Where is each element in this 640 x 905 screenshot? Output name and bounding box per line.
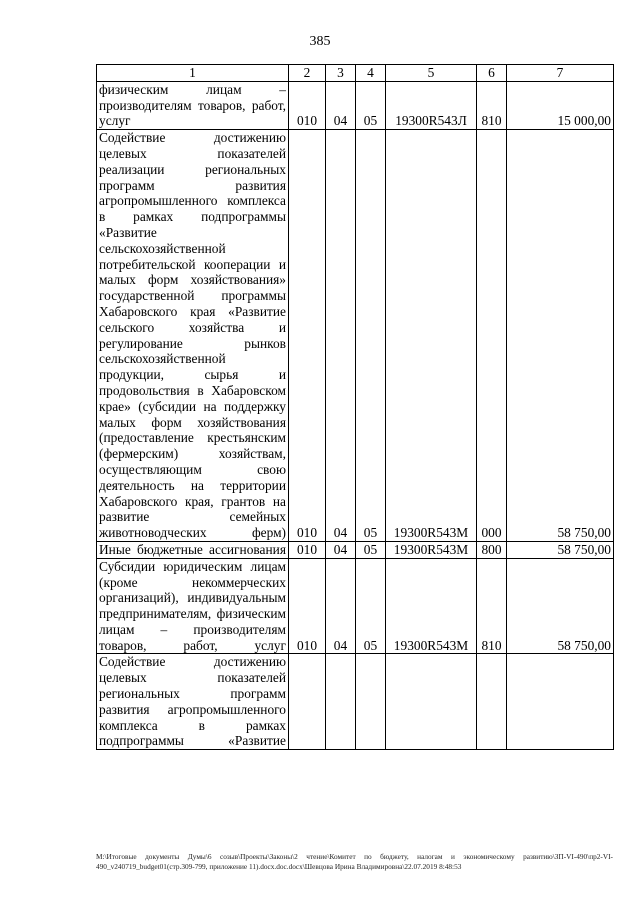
row-subsection-code: 05 — [356, 541, 386, 558]
row-amount: 58 750,00 — [507, 541, 614, 558]
row-ministry-code: 010 — [289, 81, 326, 129]
header-cell: 6 — [477, 65, 507, 82]
row-expense-type: 000 — [477, 130, 507, 542]
row-section-code: 04 — [326, 558, 356, 654]
row-expense-type: 800 — [477, 541, 507, 558]
row-subsection-code: 05 — [356, 130, 386, 542]
row-amount — [507, 654, 614, 750]
header-cell: 7 — [507, 65, 614, 82]
row-target-article: 19300R543М — [386, 541, 477, 558]
row-amount: 58 750,00 — [507, 130, 614, 542]
header-cell: 5 — [386, 65, 477, 82]
row-ministry-code: 010 — [289, 541, 326, 558]
table-row — [97, 130, 614, 542]
row-section-code: 04 — [326, 541, 356, 558]
table-header-row — [97, 65, 614, 82]
table-row — [97, 558, 614, 654]
row-description: Содействие достижению целевых показателей реализации региональных программ развития агропромышленного комплекса в рамках подпрограммы «Развитие сельскохозяйственной потребительской кооперации и малых форм хозяйствования» государственной программы Хабаровского края «Развитие сельского хозяйства и регулирование рынков сельскохозяйственной продукции, сырья и продовольствия в Хабаровском крае» (субсидии на поддержку малых форм хозяйствования (предоставление крестьянским (фермерским) хозяйствам, осуществляющим свою деятельность на территории Хабаровского края, грантов на развитие семейных животноводческих ферм) — [97, 130, 289, 542]
row-target-article: 19300R543М — [386, 558, 477, 654]
row-ministry-code: 010 — [289, 130, 326, 542]
row-target-article: 19300R543Л — [386, 81, 477, 129]
row-description: физическим лицам – производителям товаров, работ, услуг — [97, 81, 289, 129]
row-description: Субсидии юридическим лицам (кроме некоммерческих организаций), индивидуальным предпринимателям, физическим лицам – производителям товаров, работ, услуг — [97, 558, 289, 654]
table-row — [97, 81, 614, 129]
table-row — [97, 654, 614, 750]
row-ministry-code: 010 — [289, 558, 326, 654]
row-expense-type: 810 — [477, 81, 507, 129]
budget-table — [96, 64, 614, 750]
header-cell: 1 — [97, 65, 289, 82]
row-subsection-code — [356, 654, 386, 750]
header-cell: 4 — [356, 65, 386, 82]
row-description: Содействие достижению целевых показателей региональных программ развития агропромышленного комплекса в рамках подпрограммы «Развитие — [97, 654, 289, 750]
row-description: Иные бюджетные ассигнования — [97, 541, 289, 558]
row-amount: 15 000,00 — [507, 81, 614, 129]
document-path-footer: M:\Итоговые документы Думы\6 созыв\Проекты\Законы\2 чтение\Комитет по бюджету, налогам и экономическому развитию\ЗП-VI-490\пр2-VI-490_v240719_budget01(стр.309-799, приложение 11).docx.doc.docx\Шевцова Ирина Владимировна\22.07.2019 8:48:53 — [96, 852, 613, 871]
row-expense-type: 810 — [477, 558, 507, 654]
row-expense-type — [477, 654, 507, 750]
row-section-code — [326, 654, 356, 750]
row-subsection-code: 05 — [356, 81, 386, 129]
header-cell: 2 — [289, 65, 326, 82]
table-row — [97, 541, 614, 558]
page-number: 385 — [309, 34, 331, 49]
row-amount: 58 750,00 — [507, 558, 614, 654]
row-section-code: 04 — [326, 81, 356, 129]
row-target-article: 19300R543М — [386, 130, 477, 542]
row-section-code: 04 — [326, 130, 356, 542]
row-ministry-code — [289, 654, 326, 750]
header-cell: 3 — [326, 65, 356, 82]
row-target-article — [386, 654, 477, 750]
row-subsection-code: 05 — [356, 558, 386, 654]
